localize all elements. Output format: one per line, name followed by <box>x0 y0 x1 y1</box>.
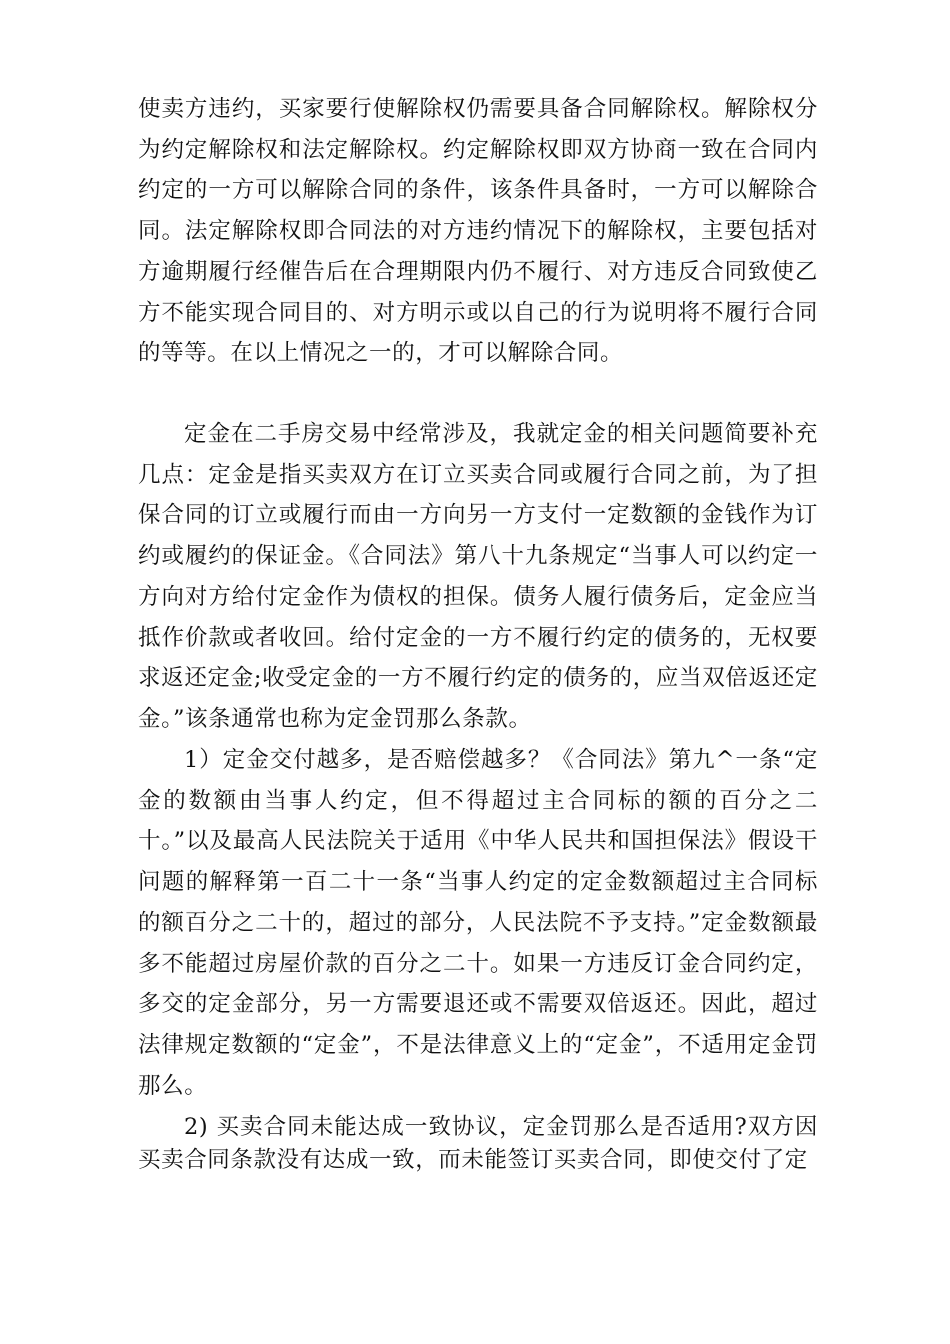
paragraph-deposit-penalty: 2) 买卖合同未能达成一致协议，定金罚那么是否适用?双方因买卖合同条款没有达成一致，而未能签订买卖合同，即使交付了定 <box>138 1114 818 1173</box>
paragraph-deposit-amount: 1）定金交付越多，是否赔偿越多？《合同法》第九^一条“定金的数额由当事人约定，但不得超过主合同标的额的百分之二十。”以及最高人民法院关于适用《中华人民共和国担保法》假设干问题的解释第一百二十一条“当事人约定的定金数额超过主合同标的额百分之二十的，超过的部分，人民法院不予支持。”定金数额最多不能超过房屋价款的百分之二十。如果一方违反订金合同约定，多交的定金部分，另一方需要退还或不需要双倍返还。因此，超过法律规定数额的“定金”，不是法律意义上的“定金”，不适用定金罚那么。 <box>138 747 818 1099</box>
paragraph-deposit-overview: 定金在二手房交易中经常涉及，我就定金的相关问题简要补充几点：定金是指买卖双方在订立买卖合同或履行合同之前，为了担保合同的订立或履行而由一方向另一方支付一定数额的金钱作为订约或履约的保证金。《合同法》第八十九条规定“当事人可以约定一方向对方给付定金作为债权的担保。债务人履行债务后，定金应当抵作价款或者收回。给付定金的一方不履行约定的债务的，无权要求返还定金;收受定金的一方不履行约定的债务的，应当双倍返还定金。”该条通常也称为定金罚那么条款。 <box>138 421 818 732</box>
paragraph-contract-termination: 使卖方违约，买家要行使解除权仍需要具备合同解除权。解除权分为约定解除权和法定解除权。约定解除权即双方协商一致在合同内约定的一方可以解除合同的条件，该条件具备时，一方可以解除合同。法定解除权即合同法的对方违约情况下的解除权，主要包括对方逾期履行经催告后在合理期限内仍不履行、对方违反合同致使乙方不能实现合同目的、对方明示或以自己的行为说明将不履行合同的等等。在以上情况之一的，才可以解除合同。 <box>138 96 818 367</box>
